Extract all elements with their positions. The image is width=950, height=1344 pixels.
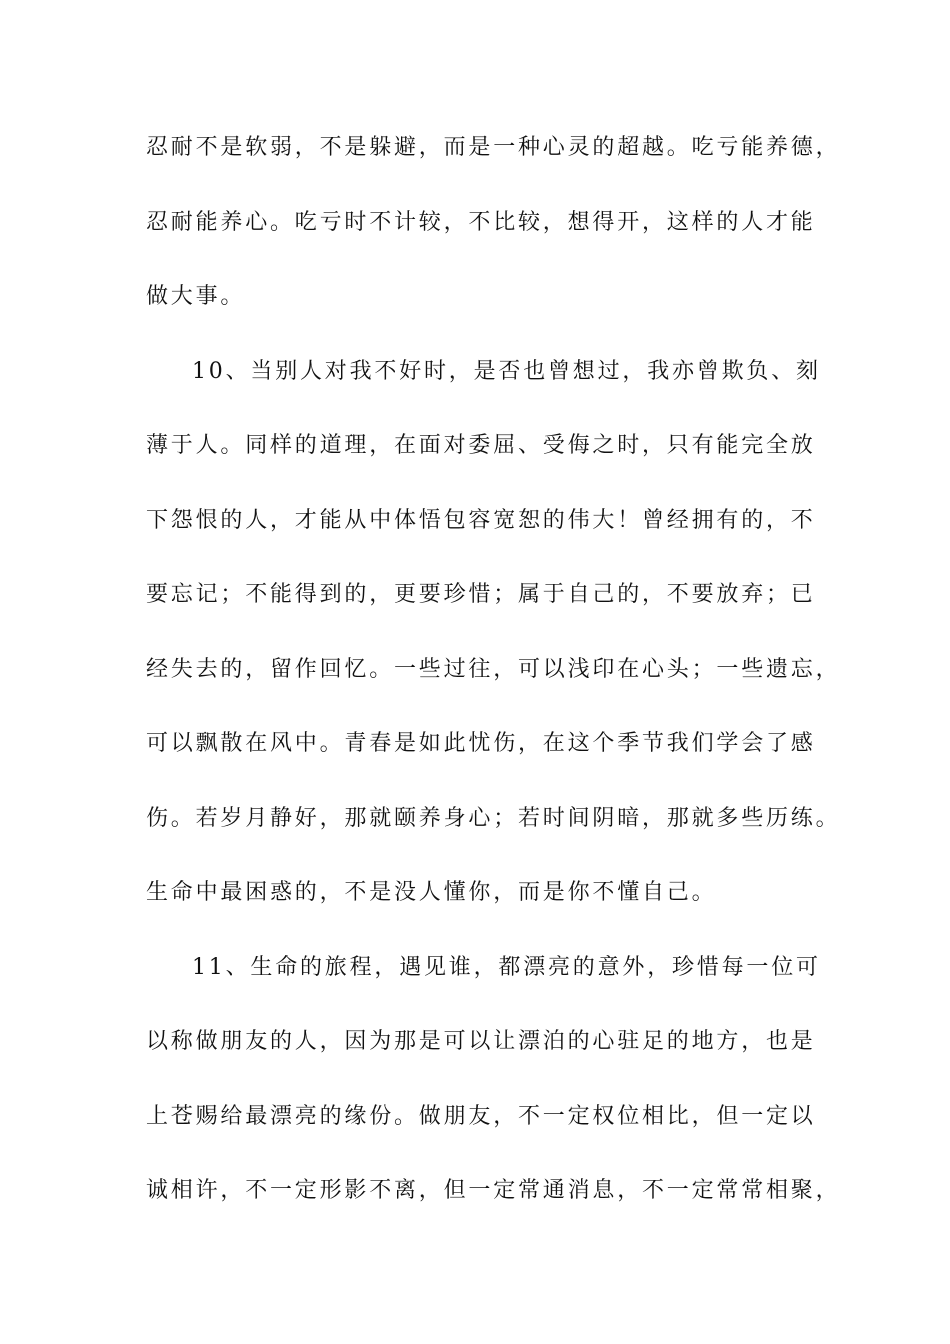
text-line: 伤。若岁月静好，那就颐养身心；若时间阴暗，那就多些历练。 — [146, 805, 841, 831]
text-line: 诚相许，不一定形影不离，但一定常通消息，不一定常常相聚， — [146, 1178, 841, 1203]
text-line: 薄于人。同样的道理，在面对委屈、受侮之时，只有能完全放 — [146, 433, 816, 458]
text-line: 做大事。 — [146, 284, 246, 309]
paragraph-11-start: 11、生命的旅程，遇见谁，都漂亮的意外，珍惜每一位可 — [192, 954, 821, 980]
paragraph-10-start: 10、当别人对我不好时，是否也曾想过，我亦曾欺负、刻 — [192, 358, 821, 384]
text-line: 忍耐能养心。吃亏时不计较，不比较，想得开，这样的人才能 — [146, 209, 816, 235]
text-line: 上苍赐给最漂亮的缘份。做朋友，不一定权位相比，但一定以 — [146, 1103, 816, 1129]
text-line: 下怨恨的人，才能从中体悟包容宽恕的伟大！曾经拥有的，不 — [146, 507, 816, 533]
body-text — [146, 130, 841, 1248]
text-line: 经失去的，留作回忆。一些过往，可以浅印在心头；一些遗忘， — [146, 656, 841, 682]
text-line: 以称做朋友的人，因为那是可以让漂泊的心驻足的地方，也是 — [146, 1029, 816, 1054]
text-line: 可以飘散在风中。青春是如此忧伤，在这个季节我们学会了感 — [146, 731, 816, 756]
text-line: 要忘记；不能得到的，更要珍惜；属于自己的，不要放弃；已 — [146, 582, 816, 607]
text-line: 忍耐不是软弱，不是躲避，而是一种心灵的超越。吃亏能养德， — [146, 135, 841, 160]
text-line: 生命中最困惑的，不是没人懂你，而是你不懂自己。 — [146, 880, 717, 905]
